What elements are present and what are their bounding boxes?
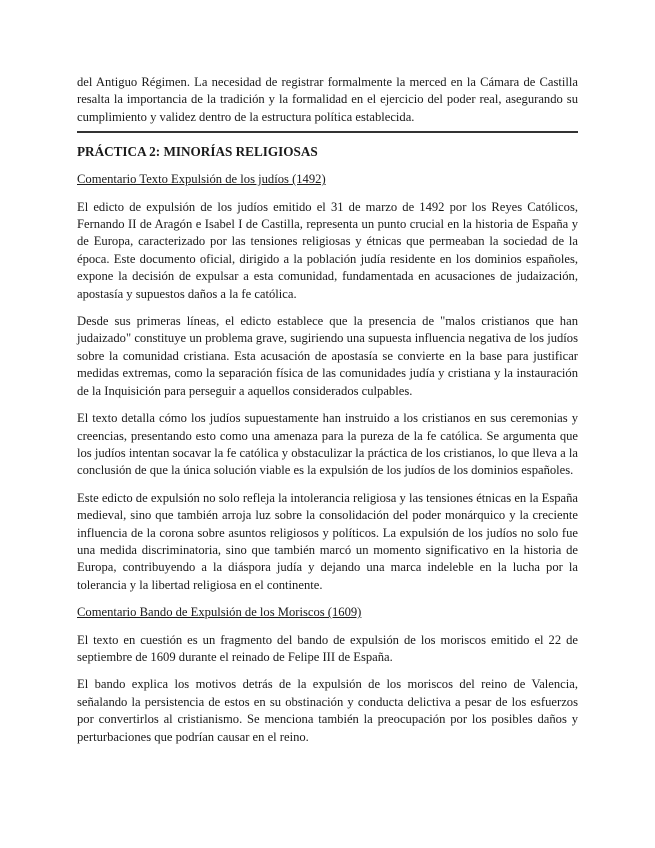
commentary-1-paragraph-4: Este edicto de expulsión no solo refleja la intolerancia religiosa y las tensiones étnicas en la España medieval, sino que también arroja luz sobre la consolidación del poder monárquico y la creciente influencia de la corona sobre asuntos religiosos y políticos. La expulsión de los judíos no solo fue una medida discriminatoria, sino que también marcó un momento significativo en la historia de Europa, contribuyendo a la diáspora judía y dejando una marca indeleble en la lucha por la tolerancia y la libertad religiosa en el continente. — [77, 490, 578, 592]
commentary-2-title: Comentario Bando de Expulsión de los Moriscos (1609) — [77, 605, 362, 620]
commentary-1-paragraph-2: Desde sus primeras líneas, el edicto establece que la presencia de "malos cristianos que han judaizado" constituye un problema grave, sugiriendo una supuesta influencia negativa de los judíos sobre la comunidad cristiana. Esta acusación de apostasía se convierte en la base para justificar medidas extremas, como la separación física de las comunidades judía y cristiana y la instauración de la Inquisición para perseguir a aquellos considerados culpables. — [77, 314, 578, 398]
commentary-1-paragraph-3: El texto detalla cómo los judíos supuestamente han instruido a los cristianos en sus ceremonias y creencias, presentando esto como una amenaza para la pureza de la fe católica. Se argumenta que los judíos intentan socavar la fe católica y obstaculizar la práctica de los cristianos, lo que lleva a la conclusión de que la única solución viable es la expulsión de los judíos de los dominios españoles. — [77, 411, 578, 478]
section-title: PRÁCTICA 2: MINORÍAS RELIGIOSAS — [77, 144, 318, 160]
intro-paragraph: del Antiguo Régimen. La necesidad de registrar formalmente la merced en la Cámara de Castilla resalta la importancia de la tradición y la formalidad en el ejercicio del poder real, asegurando su cumplimiento y validez dentro de la estructura política establecida. — [77, 75, 578, 124]
commentary-1-paragraph-1: El edicto de expulsión de los judíos emitido el 31 de marzo de 1492 por los Reyes Católicos, Fernando II de Aragón e Isabel I de Castilla, representa un punto crucial en la historia de España y de Europa, caracterizado por las tensiones religiosas y étnicas que permeaban la sociedad de la época. Este documento oficial, dirigido a la población judía residente en los dominios españoles, expone la decisión de expulsar a esta comunidad, fundamentada en acusaciones de judaización, apostasía y supuestos daños a la fe católica. — [77, 199, 578, 301]
commentary-1-title: Comentario Texto Expulsión de los judíos (1492) — [77, 172, 326, 187]
section-divider — [77, 131, 578, 133]
commentary-2-paragraph-1: El texto en cuestión es un fragmento del bando de expulsión de los moriscos emitido el 22 de septiembre de 1609 durante el reinado de Felipe III de España. — [77, 632, 578, 664]
document-page — [77, 74, 578, 746]
commentary-2-paragraph-2: El bando explica los motivos detrás de la expulsión de los moriscos del reino de Valencia, señalando la persistencia de estos en su obstinación y conducta delictiva a pesar de los esfuerzos por convertirlos al cristianismo. Se menciona también la preocupación por los posibles daños y perturbaciones que podrían causar en el reino. — [77, 677, 578, 744]
